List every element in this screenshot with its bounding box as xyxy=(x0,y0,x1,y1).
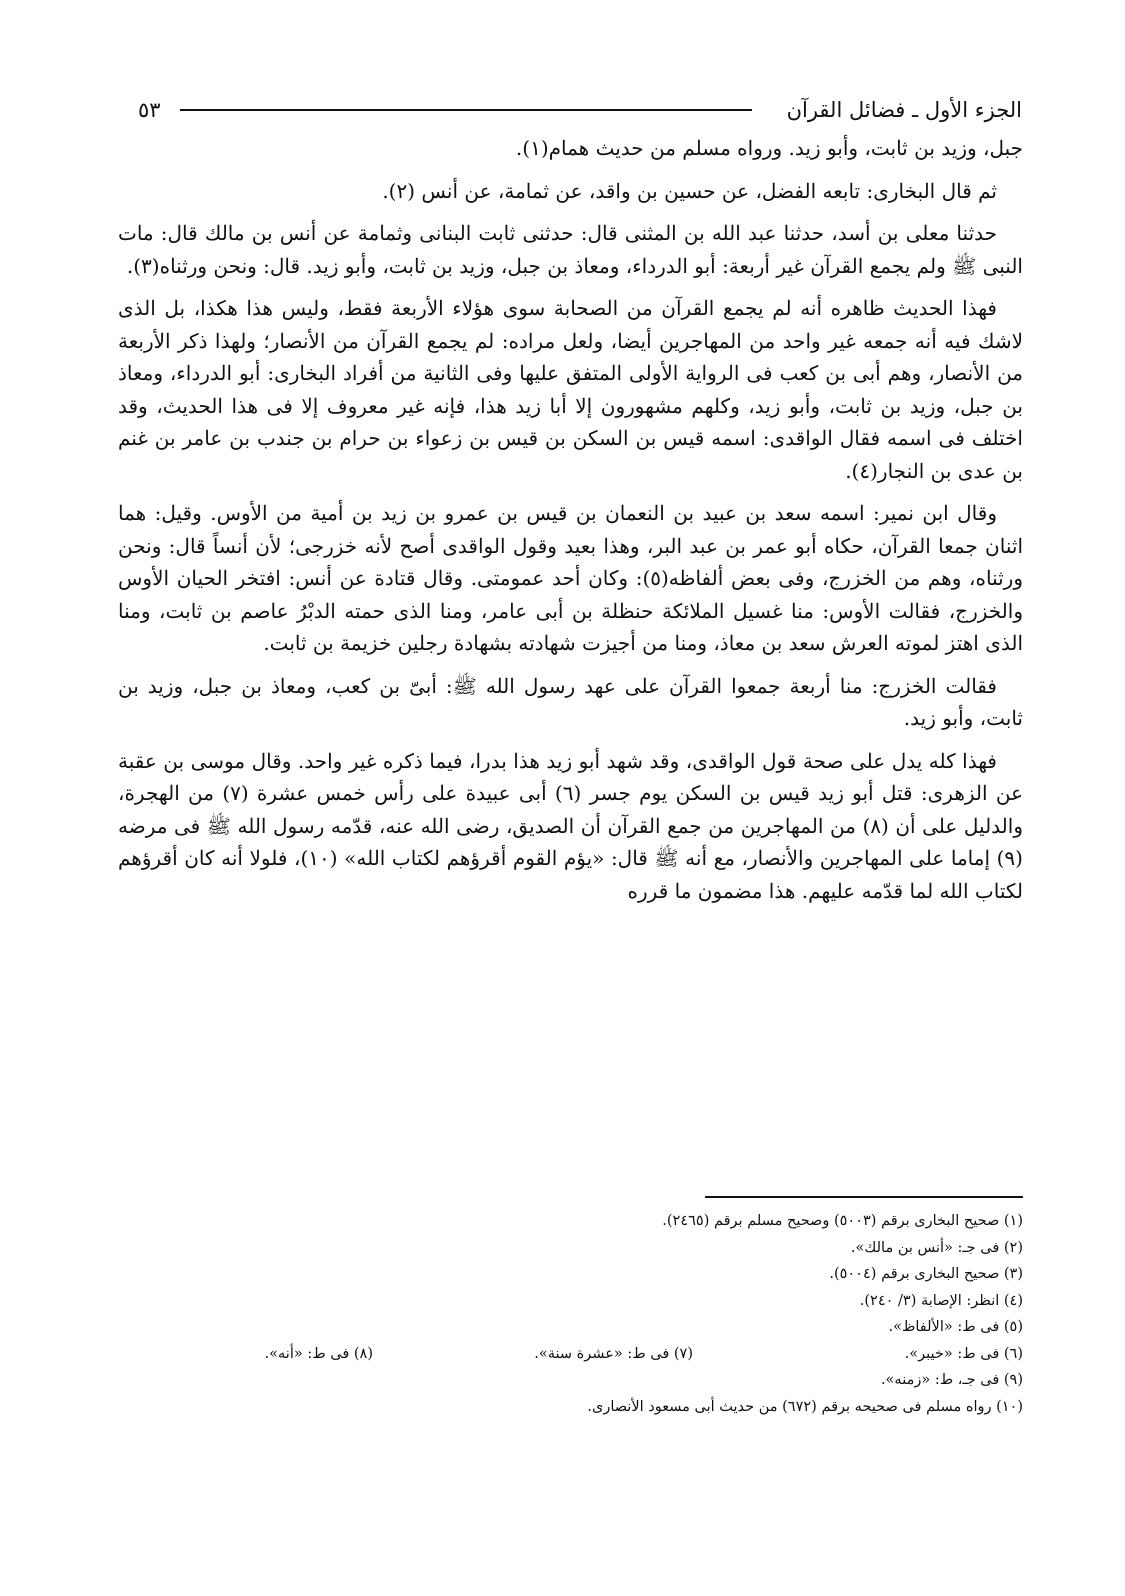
paragraph-1: جبل، وزيد بن ثابت، وأبو زيد. ورواه مسلم من حديث همام(١). xyxy=(515,136,1023,160)
paragraph-5: وقال ابن نمير: اسمه سعد بن عبيد بن النعمان بن قيس بن عمرو بن زيد بن أمية من الأوس. وقيل: هما اثنان جمعا القرآن، حكاه أبو عمر بن عبد البر، وهذا بعيد وقول الواقدى أصح لأنه خزرجى؛ لأن أنساً قال: ونحن ورثناه، وهم من الخزرج، وفى بعض ألفاظه(٥): وكان أحد عمومتى. وقال قتادة عن أنس: افتخر الحيان الأوس والخزرج، فقالت الأوس: منا غسيل الملائكة حنظلة بن أبى عامر، ومنا الذى حمته الدبْرُ عاصم بن ثابت، ومنا الذى اهتز لموته العرش سعد بن معاذ، ومنا من أجيزت شهادته بشهادة رجلين خزيمة بن ثابت. xyxy=(118,501,1023,655)
footnote-row-6-8 xyxy=(138,1341,1023,1368)
header-rule xyxy=(180,109,752,111)
footnote-2: (٢) فى جـ: «أنس بن مالك». xyxy=(850,1239,1023,1256)
footnote-6: (٦) فى ط: «خيبر». xyxy=(904,1345,1023,1362)
paragraph-7: فهذا كله يدل على صحة قول الواقدى، وقد شهد أبو زيد هذا بدرا، فيما ذكره غير واحد. وقال موسى بن عقبة عن الزهرى: قتل أبو زيد قيس بن السكن يوم جسر (٦) أبى عبيدة على رأس خمس عشرة (٧) من الهجرة، والدليل على أن (٨) من المهاجرين من جمع القرآن أن الصديق، رضى الله عنه، قدّمه رسول الله ﷺ فى مرضه (٩) إماما على المهاجرين والأنصار، مع أنه ﷺ قال: «يؤم القوم أقرؤهم لكتاب الله» (١٠)، فلولا أنه كان أقرؤهم لكتاب الله لما قدّمه عليهم. هذا مضمون ما قرره xyxy=(118,748,1024,903)
footnote-5: (٥) فى ط: «الألفاظ». xyxy=(888,1319,1023,1335)
footnote-4: (٤) انظر: الإصابة (٣/ ٢٤٠). xyxy=(859,1292,1023,1309)
footnote-3: (٣) صحيح البخارى برقم (٥٠٠٤). xyxy=(829,1266,1023,1282)
footnote-1: (١) صحيح البخارى برقم (٥٠٠٣) وصحيح مسلم برقم (٢٤٦٥). xyxy=(662,1213,1023,1229)
paragraph-4: فهذا الحديث ظاهره أنه لم يجمع القرآن من الصحابة سوى هؤلاء الأربعة فقط، وليس هذا هكذا، بل الذى لاشك فيه أنه جمعه غير واحد من المهاجرين أيضا، ولعل مراده: لم يجمع القرآن من الأنصار؛ ولهذا ذكر الأربعة من الأنصار، وهم أبى بن كعب فى الرواية الأولى المتفق عليها وفى الثانية من أفراد البخارى: أبو الدرداء، ومعاذ بن جبل، وزيد بن ثابت، وأبو زيد، وكلهم مشهورون إلا أبا زيد هذا، فإنه غير معروف إلا فى هذا الحديث، وقد اختلف فى اسمه فقال الواقدى: اسمه قيس بن السكن بن قيس بن زعواء بن حرام بن جندب بن عامر بن غنم بن عدى بن النجار(٤). xyxy=(118,296,1023,483)
running-title: الجزء الأول ـ فضائل القرآن xyxy=(786,98,1022,122)
footnote-7: (٧) فى ط: «عشرة سنة». xyxy=(534,1345,693,1362)
footnotes xyxy=(138,1208,1023,1420)
paragraph-3: حدثنا معلى بن أسد، حدثنا عبد الله بن المثنى قال: حدثنى ثابت البنانى وثمامة عن أنس بن مالك قال: مات النبى ﷺ ولم يجمع القرآن غير أربعة: أبو الدرداء، ومعاذ بن جبل، وزيد بن ثابت، وأبو زيد. قال: ونحن ورثناه(٣). xyxy=(118,221,1023,278)
running-header xyxy=(138,96,1022,130)
main-text xyxy=(118,132,1023,917)
paragraph-6: فقالت الخزرج: منا أربعة جمعوا القرآن على عهد رسول الله ﷺ: أبىّ بن كعب، ومعاذ بن جبل، وزيد بن ثابت، وأبو زيد. xyxy=(118,673,1023,730)
paragraph-2: ثم قال البخارى: تابعه الفضل، عن حسين بن واقد، عن ثمامة، عن أنس (٢). xyxy=(382,178,997,203)
page-number: ٥٣ xyxy=(138,98,161,122)
footnote-8: (٨) فى ط: «أنه». xyxy=(264,1345,373,1362)
footnote-9: (٩) فى جـ، ط: «زمنه». xyxy=(880,1372,1023,1388)
footnote-10: (١٠) رواه مسلم فى صحيحه برقم (٦٧٢) من حديث أبى مسعود الأنصارى. xyxy=(587,1398,1023,1415)
footnote-rule xyxy=(705,1196,1023,1198)
